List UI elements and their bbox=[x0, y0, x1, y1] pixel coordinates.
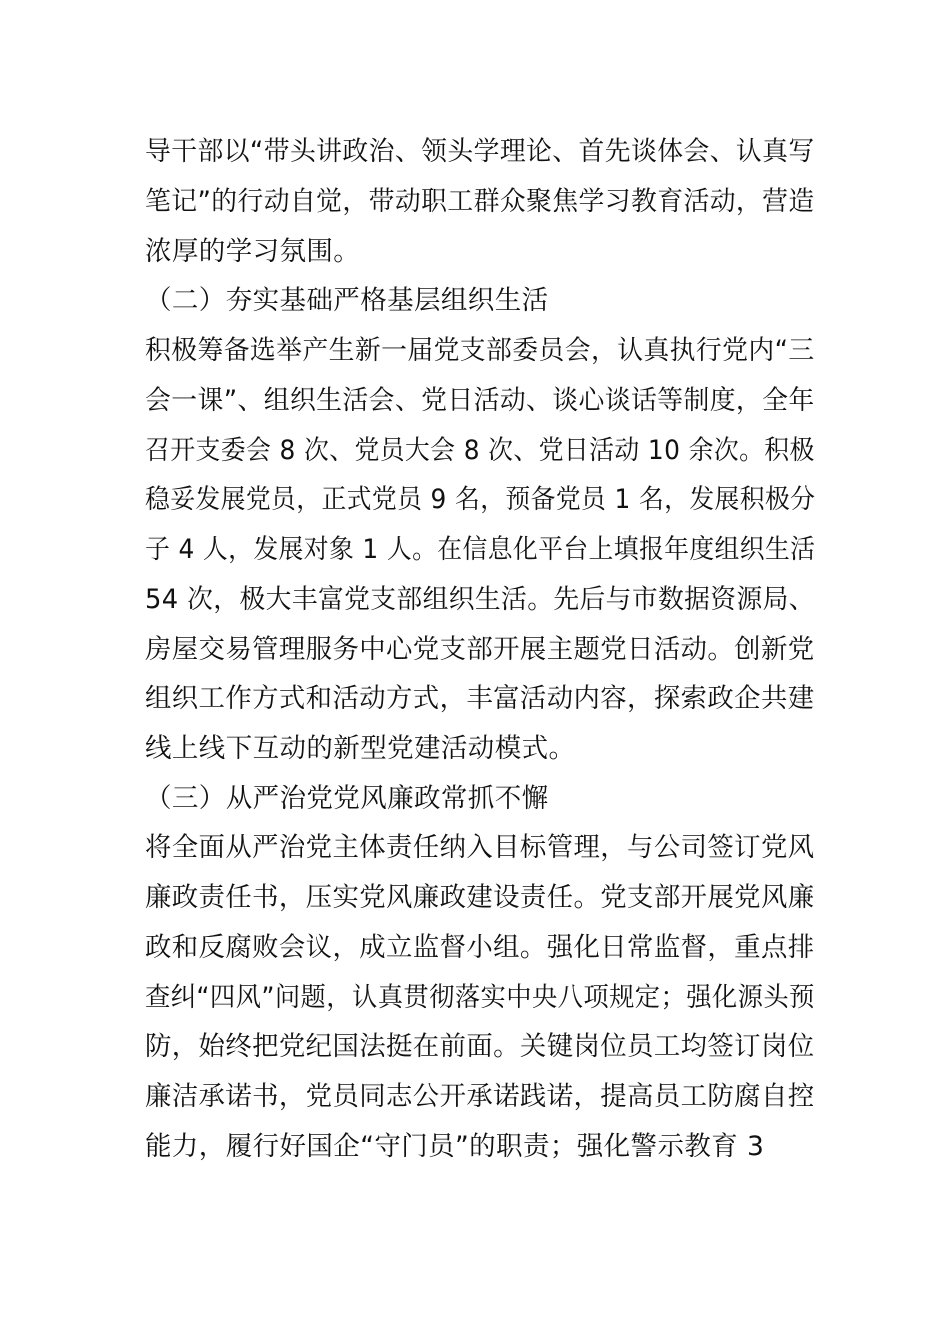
text-line: 54 次，极大丰富党支部组织生活。先后与市数据资源局、 bbox=[145, 584, 815, 615]
text-line: 导干部以“带头讲政治、领头学理论、首先谈体会、认真写 bbox=[145, 136, 815, 167]
text-line: 笔记”的行动自觉，带动职工群众聚焦学习教育活动，营造 bbox=[145, 186, 815, 217]
text-line: 房屋交易管理服务中心党支部开展主题党日活动。创新党 bbox=[145, 634, 815, 665]
section-heading-3: （三）从严治党党风廉政常抓不懈 bbox=[145, 783, 549, 814]
text-line: 组织工作方式和活动方式，丰富活动内容，探索政企共建 bbox=[145, 683, 815, 714]
text-line: 能力，履行好国企“守门员”的职责；强化警示教育 3 bbox=[145, 1131, 765, 1162]
text-line: 会一课”、组织生活会、党日活动、谈心谈话等制度，全年 bbox=[145, 385, 815, 416]
text-line: 查纠“四风”问题，认真贯彻落实中央八项规定；强化源头预 bbox=[145, 982, 815, 1013]
text-line: 子 4 人，发展对象 1 人。在信息化平台上填报年度组织生活 bbox=[145, 534, 816, 565]
text-line: 积极筹备选举产生新一届党支部委员会，认真执行党内“三 bbox=[145, 335, 815, 366]
text-line: 召开支委会 8 次、党员大会 8 次、党日活动 10 余次。积极 bbox=[145, 435, 815, 466]
text-line: 防，始终把党纪国法挺在前面。关键岗位员工均签订岗位 bbox=[145, 1031, 815, 1062]
text-line: 廉政责任书，压实党风廉政建设责任。党支部开展党风廉 bbox=[145, 882, 815, 913]
text-line: 线上线下互动的新型党建活动模式。 bbox=[145, 733, 576, 764]
text-line: 将全面从严治党主体责任纳入目标管理，与公司签订党风 bbox=[145, 832, 815, 863]
text-line: 政和反腐败会议，成立监督小组。强化日常监督，重点排 bbox=[145, 932, 815, 963]
section-heading-2: （二）夯实基础严格基层组织生活 bbox=[145, 285, 549, 316]
text-line: 稳妥发展党员，正式党员 9 名，预备党员 1 名，发展积极分 bbox=[145, 484, 816, 515]
text-line: 廉洁承诺书，党员同志公开承诺践诺，提高员工防腐自控 bbox=[145, 1081, 815, 1112]
text-line: 浓厚的学习氛围。 bbox=[145, 236, 361, 267]
